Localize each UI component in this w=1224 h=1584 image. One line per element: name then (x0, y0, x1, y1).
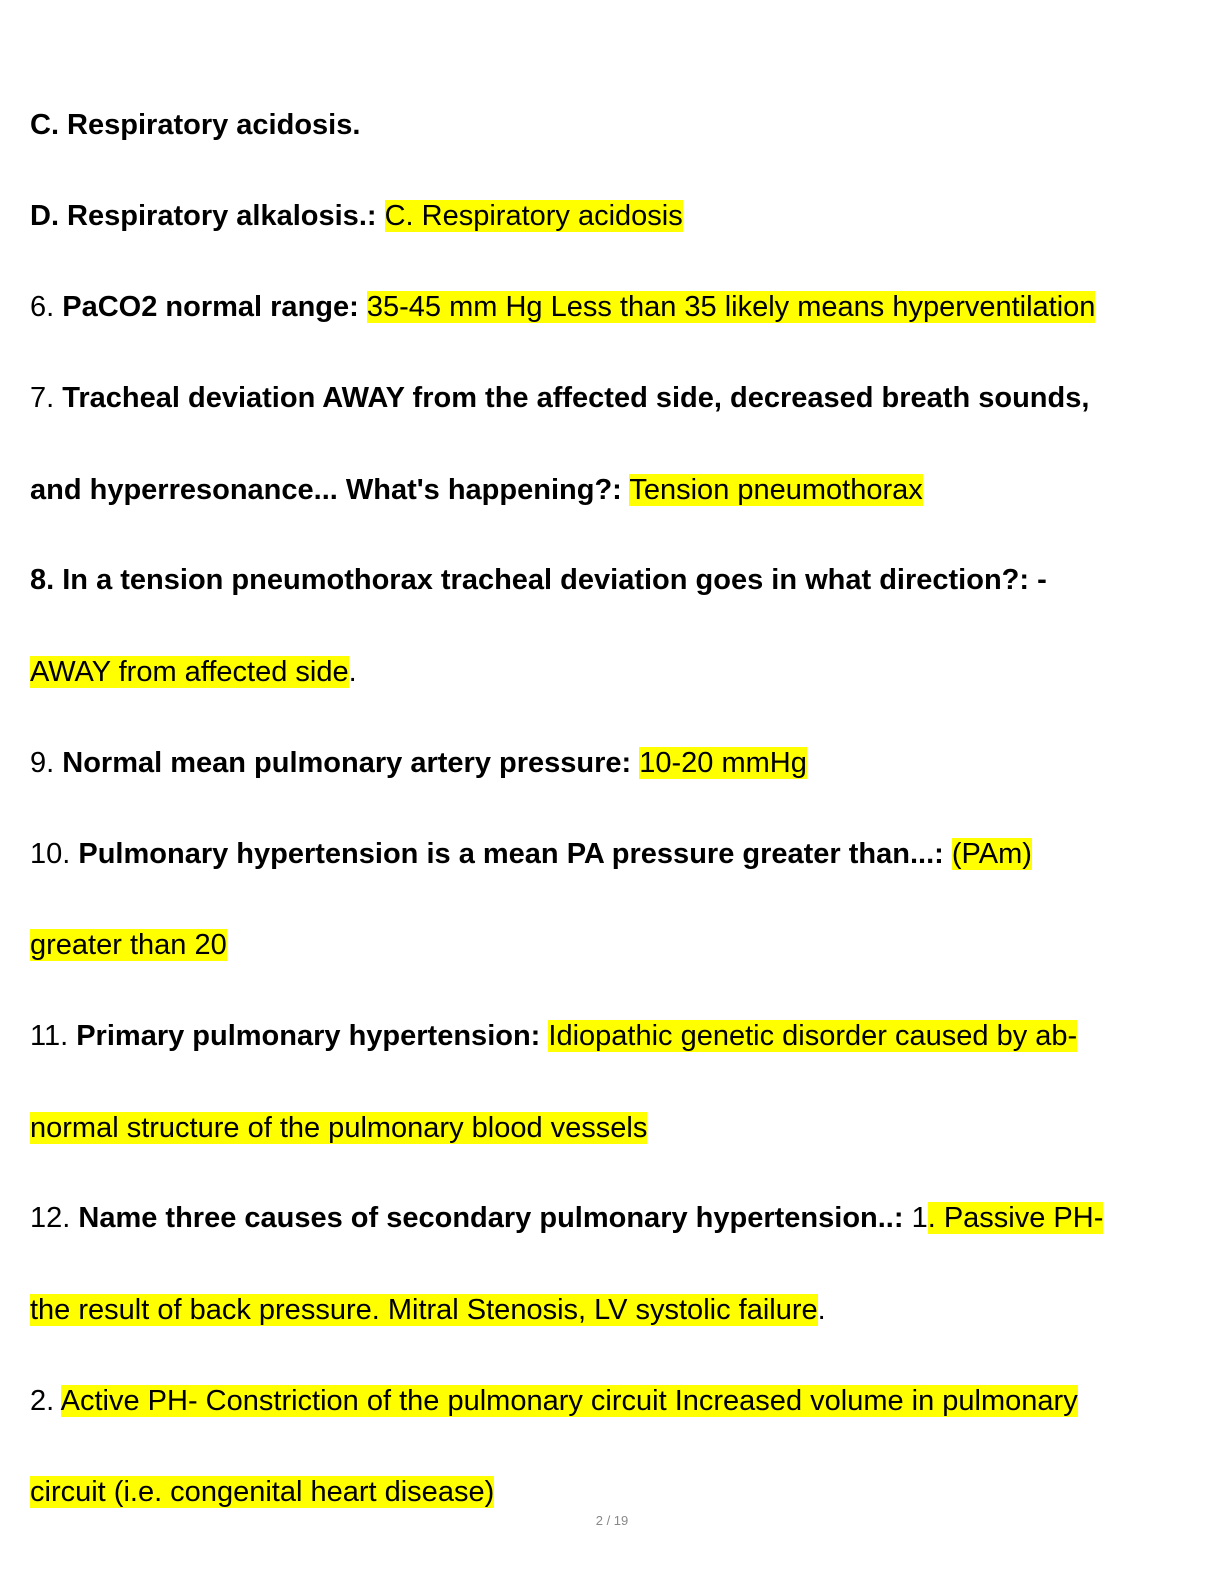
answer-highlight: Tension pneumothorax (629, 474, 923, 506)
question-text: Name three causes of secondary pulmonary hypertension..: (78, 1202, 904, 1234)
question-number: 9. (30, 747, 63, 779)
question-11 (30, 1018, 1077, 1054)
answer-highlight: 35-45 mm Hg Less than 35 likely means hyperventilation (366, 291, 1096, 323)
answer-highlight: circuit (i.e. congenital heart disease) (30, 1476, 495, 1508)
answer-highlight: greater than 20 (30, 929, 227, 961)
question-7 (30, 380, 1089, 416)
question-8-answer: AWAY from affected side. (30, 656, 357, 688)
answer-highlight: Active PH- Constriction of the pulmonary circuit Increased volume in pulmonary (60, 1385, 1078, 1417)
question-number: 7. (30, 382, 63, 414)
answer-highlight: normal structure of the pulmonary blood vessels (30, 1112, 648, 1144)
question-9 (30, 745, 807, 781)
question-text: Primary pulmonary hypertension: (76, 1020, 541, 1052)
answer-highlight: (PAm) (951, 838, 1032, 870)
answer-highlight: C. Respiratory acidosis (384, 200, 683, 232)
question-text: 8. In a tension pneumothorax tracheal deviation goes in what direction?: - (30, 564, 1047, 596)
answer-option-c (30, 107, 360, 143)
question-6 (30, 289, 1095, 325)
question-text: D. Respiratory alkalosis.: (30, 200, 377, 232)
answer-highlight: Idiopathic genetic disorder caused by ab- (548, 1020, 1078, 1052)
question-text: Pulmonary hypertension is a mean PA pressure greater than...: (78, 838, 944, 870)
question-8 (30, 562, 1047, 598)
option-label: C. Respiratory acidosis. (30, 109, 361, 141)
answer-highlight: 10-20 mmHg (639, 747, 807, 779)
list-number: 2. (30, 1385, 61, 1417)
question-12: 12. Name three causes of secondary pulmonary hypertension..: 1. Passive PH- (30, 1202, 1104, 1234)
question-text: PaCO2 normal range: (62, 291, 359, 323)
question-text: and hyperresonance... What's happening?: (30, 474, 622, 506)
question-10-answer (30, 927, 227, 963)
answer-highlight: . Passive PH- (927, 1202, 1104, 1234)
question-number: 10. (30, 838, 79, 870)
answer-option-d (30, 198, 683, 234)
question-7-continued (30, 472, 923, 508)
question-text: Tracheal deviation AWAY from the affected side, decreased breath sounds, (62, 382, 1090, 414)
question-number: 11. (30, 1020, 77, 1052)
question-12-answer-2 (30, 1383, 1078, 1419)
answer-highlight: the result of back pressure. Mitral Stenosis, LV systolic failure (30, 1294, 818, 1326)
question-10 (30, 836, 1032, 872)
answer-highlight: AWAY from affected side (30, 656, 349, 688)
question-text: Normal mean pulmonary artery pressure: (62, 747, 632, 779)
page-indicator: 2 / 19 (595, 1513, 629, 1528)
question-number: 12. (30, 1202, 79, 1234)
question-12-answer: the result of back pressure. Mitral Stenosis, LV systolic failure. (30, 1294, 826, 1326)
question-12-answer-2-continued (30, 1474, 494, 1510)
question-11-answer (30, 1110, 647, 1146)
question-number: 6. (30, 291, 63, 323)
